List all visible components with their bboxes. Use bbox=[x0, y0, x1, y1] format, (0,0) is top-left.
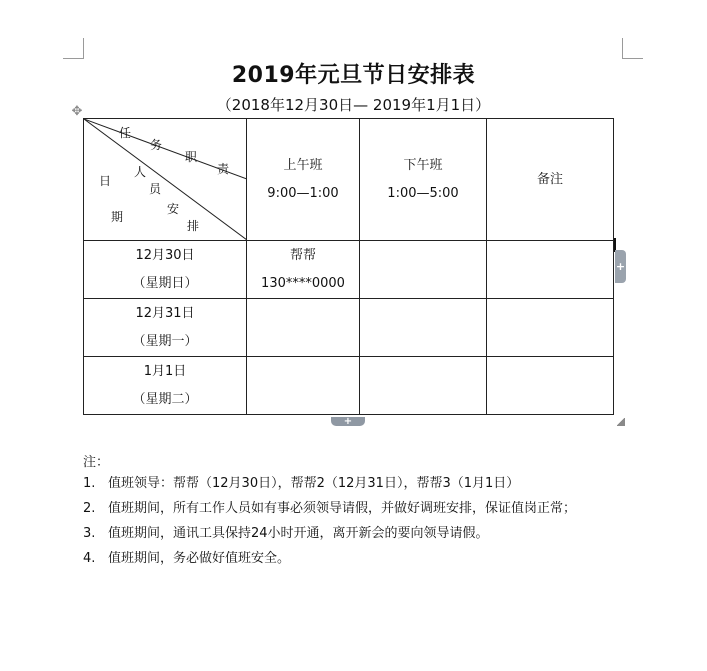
row-weekday: （星期日） bbox=[132, 275, 198, 291]
diag-label: 职 bbox=[185, 150, 198, 164]
diag-label: 责 bbox=[217, 162, 230, 176]
list-item bbox=[83, 501, 576, 526]
diag-label: 安 bbox=[167, 202, 180, 216]
add-row-icon[interactable]: + bbox=[331, 417, 365, 426]
list-number: 2. bbox=[83, 501, 96, 516]
list-text: 值班期间，务必做好值班安全。 bbox=[108, 551, 291, 566]
crop-mark-top-left bbox=[63, 38, 84, 59]
table-row bbox=[84, 299, 614, 357]
afternoon-cell[interactable] bbox=[360, 357, 487, 415]
date-cell[interactable] bbox=[84, 299, 247, 357]
table-row bbox=[84, 357, 614, 415]
table-resize-icon[interactable] bbox=[617, 418, 625, 426]
list-item bbox=[83, 476, 576, 501]
diag-label: 日 bbox=[99, 174, 112, 188]
row-weekday: （星期一） bbox=[132, 333, 198, 349]
afternoon-cell[interactable] bbox=[360, 299, 487, 357]
note-cell[interactable] bbox=[487, 241, 614, 299]
diag-label: 任 bbox=[119, 126, 132, 140]
row-date: 1月1日 bbox=[143, 363, 187, 379]
diagonal-header-cell[interactable] bbox=[84, 119, 247, 241]
crop-mark-top-right bbox=[622, 38, 643, 59]
page-title: 2019年元旦节日安排表 bbox=[231, 63, 476, 88]
schedule-table bbox=[83, 118, 614, 415]
note-cell[interactable] bbox=[487, 357, 614, 415]
row-weekday: （星期二） bbox=[132, 391, 198, 407]
morning-cell[interactable] bbox=[247, 299, 360, 357]
date-cell[interactable] bbox=[84, 241, 247, 299]
note-cell[interactable] bbox=[487, 299, 614, 357]
column-label: 备注 bbox=[536, 171, 563, 187]
list-text: 值班期间，所有工作人员如有事必须领导请假，并做好调班安排，保证值岗正常； bbox=[108, 501, 577, 516]
diag-label: 排 bbox=[187, 219, 200, 233]
list-item bbox=[83, 551, 576, 576]
column-label: 下午班 bbox=[403, 157, 443, 173]
list-item bbox=[83, 526, 576, 551]
staff-phone: 130****0000 bbox=[261, 275, 345, 291]
morning-cell[interactable] bbox=[247, 357, 360, 415]
table-header-row bbox=[84, 119, 614, 241]
header-cell-notes[interactable] bbox=[487, 119, 614, 241]
afternoon-cell[interactable] bbox=[360, 241, 487, 299]
list-number: 1. bbox=[83, 476, 96, 491]
column-label: 上午班 bbox=[283, 157, 323, 173]
header-cell-morning[interactable] bbox=[247, 119, 360, 241]
list-number: 4. bbox=[83, 551, 96, 566]
table-row bbox=[84, 241, 614, 299]
staff-name: 帮帮 bbox=[289, 247, 316, 263]
list-number: 3. bbox=[83, 526, 96, 541]
morning-cell[interactable] bbox=[247, 241, 360, 299]
list-text: 值班期间，通讯工具保持24小时开通，离开新会的要向领导请假。 bbox=[108, 526, 489, 541]
notes-section bbox=[83, 451, 576, 576]
row-date: 12月30日 bbox=[135, 247, 195, 263]
page-subtitle: （2018年12月30日— 2019年1月1日） bbox=[216, 96, 491, 114]
row-date: 12月31日 bbox=[135, 305, 195, 321]
notes-heading: 注： bbox=[83, 455, 110, 470]
diag-label: 期 bbox=[111, 210, 124, 224]
list-text: 值班领导：帮帮（12月30日），帮帮2（12月31日），帮帮3（1月1日） bbox=[108, 476, 520, 491]
date-cell[interactable] bbox=[84, 357, 247, 415]
diag-label: 员 bbox=[149, 182, 162, 196]
diag-label: 务 bbox=[150, 138, 163, 152]
table-move-icon[interactable]: ✥ bbox=[71, 104, 83, 119]
add-column-icon[interactable]: + bbox=[615, 250, 626, 283]
header-cell-afternoon[interactable] bbox=[360, 119, 487, 241]
diag-label: 人 bbox=[134, 165, 147, 179]
column-time: 1:00—5:00 bbox=[387, 185, 459, 201]
column-time: 9:00—1:00 bbox=[267, 185, 339, 201]
